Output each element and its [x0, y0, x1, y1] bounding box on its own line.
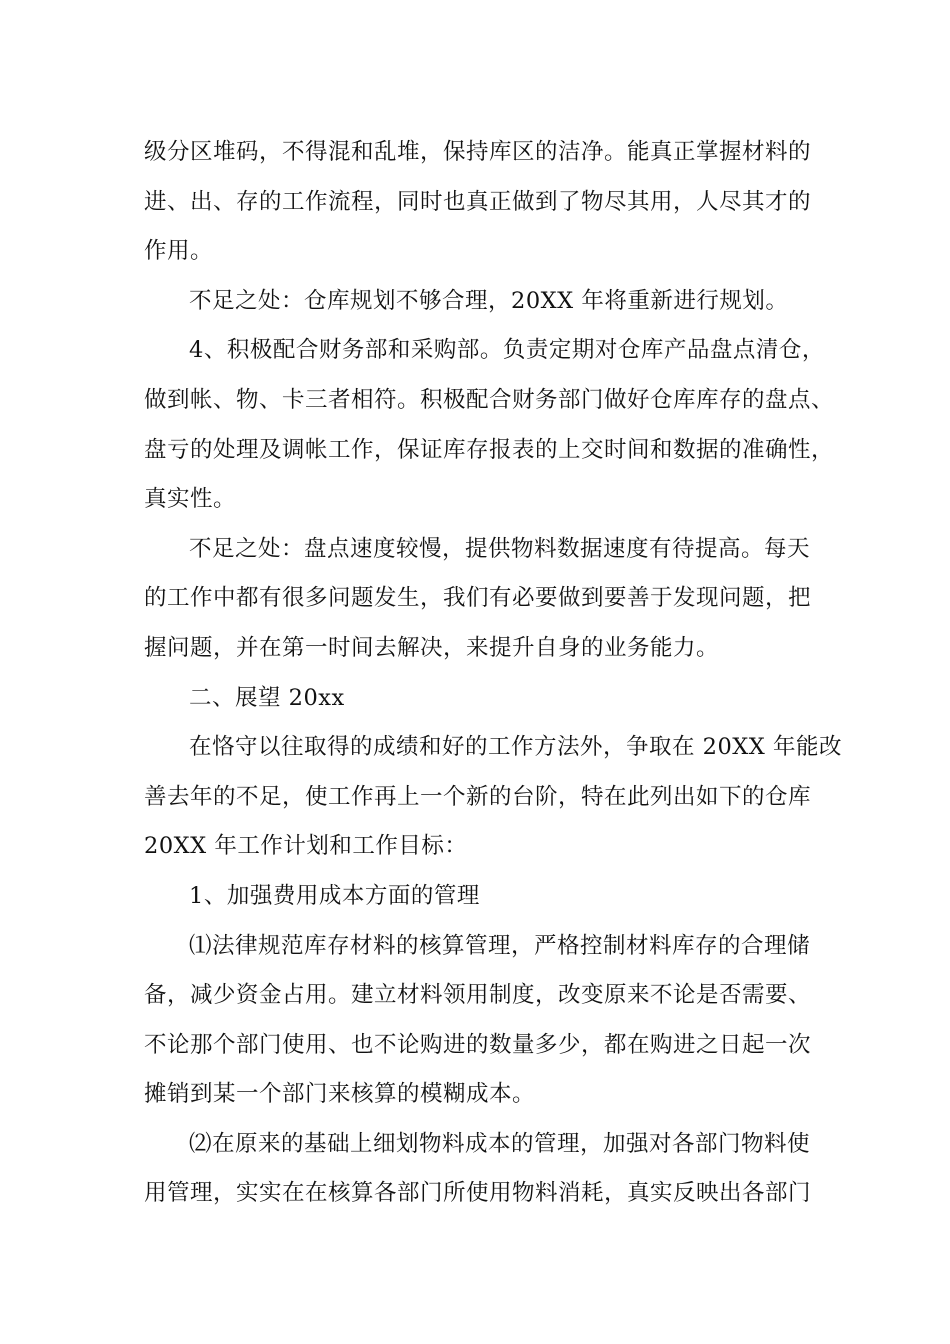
subsection-heading: 1、加强费用成本方面的管理 — [189, 882, 480, 909]
paragraph-start: 不足之处：盘点速度较慢，提供物料数据速度有待提高。每天 — [189, 535, 811, 562]
text-line: 的工作中都有很多问题发生，我们有必要做到要善于发现问题，把 — [144, 585, 812, 612]
text-line: 作用。 — [144, 238, 214, 265]
section-heading: 二、展望 20xx — [189, 684, 345, 711]
text-line: 级分区堆码，不得混和乱堆，保持库区的洁净。能真正掌握材料的 — [144, 139, 812, 165]
paragraph-start: 不足之处：仓库规划不够合理，20XX 年将重新进行规划。 — [189, 287, 789, 314]
text-line: 真实性。 — [144, 486, 237, 513]
paragraph-start: 在恪守以往取得的成绩和好的工作方法外，争取在 20XX 年能改 — [189, 734, 842, 761]
text-line: 不论那个部门使用、也不论购进的数量多少，都在购进之日起一次 — [144, 1031, 812, 1058]
text-line: 摊销到某一个部门来核算的模糊成本。 — [144, 1081, 536, 1108]
text-line: 备，减少资金占用。建立材料领用制度，改变原来不论是否需要、 — [144, 982, 812, 1009]
text-line: 20XX 年工作计划和工作目标： — [144, 833, 468, 860]
text-line: 盘亏的处理及调帐工作，保证库存报表的上交时间和数据的准确性， — [144, 436, 835, 463]
text-line: 用管理，实实在在核算各部门所使用物料消耗，真实反映出各部门 — [144, 1180, 812, 1207]
text-line: 做到帐、物、卡三者相符。积极配合财务部门做好仓库库存的盘点、 — [144, 386, 835, 413]
document-body — [144, 128, 842, 1219]
paragraph-start: ⑵在原来的基础上细划物料成本的管理，加强对各部门物料使 — [189, 1130, 811, 1157]
text-line: 进、出、存的工作流程，同时也真正做到了物尽其用，人尽其才的 — [144, 188, 812, 215]
paragraph-start: ⑴法律规范库存材料的核算管理，严格控制材料库存的合理储 — [189, 932, 811, 959]
text-line: 善去年的不足，使工作再上一个新的台阶，特在此列出如下的仓库 — [144, 783, 812, 810]
paragraph-start: 4、积极配合财务部和采购部。负责定期对仓库产品盘点清仓， — [189, 337, 825, 364]
text-line: 握问题，并在第一时间去解决，来提升自身的业务能力。 — [144, 634, 720, 661]
